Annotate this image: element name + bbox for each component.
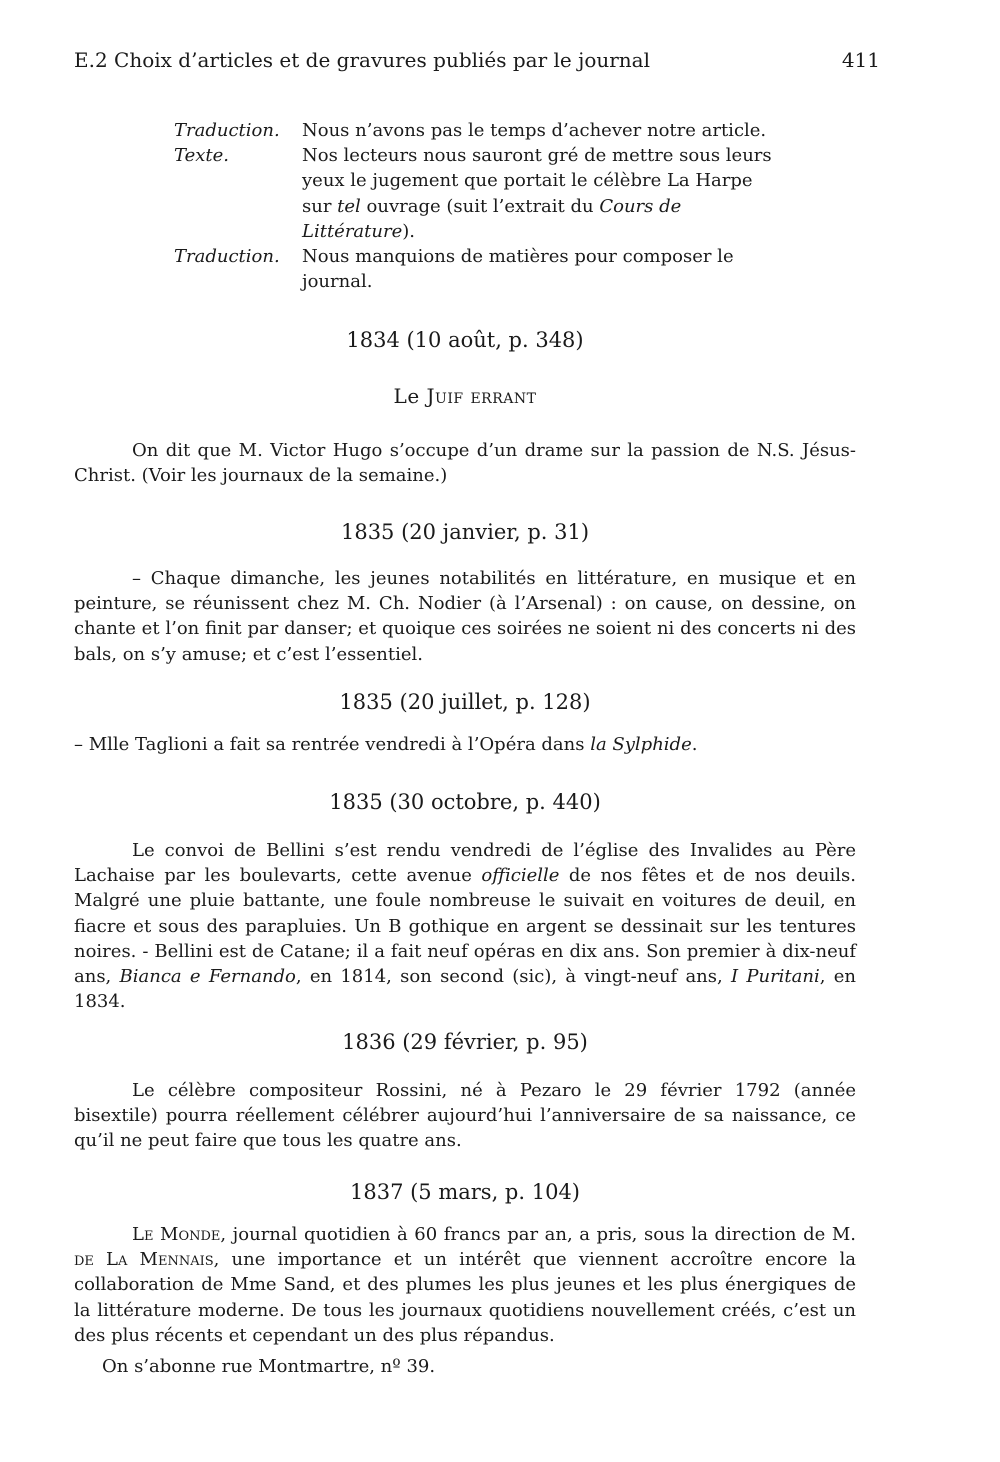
section-date-1837: 1837 (5 mars, p. 104): [349, 1180, 580, 1204]
paragraph-bellini: Le convoi de Bellini s’est rendu vendredi de l’église des Invalides au Père Lachaise par les boulevarts, cette avenue officielle de nos fêtes et de nos deuils. Malgré une pluie battante, une foule nombreuse le suivait en voitures de deuil, en fiacre et sous des parapluies. Un B gothique en argent se dessinait sur les tentures noires. - Bellini est de Catane; il a fait neuf opéras en dix ans. Son premier à dix-neuf ans, Bianca e Fernando, en 1814, son second (sic), à vingt-neuf ans, I Puritani, en 1834.: [74, 840, 856, 1013]
row-text: Nos lecteurs nous sauront gré de mettre sous leurs yeux le jugement que portait le célèbre La Harpe sur tel ouvrage (suit l’extrait du Cours de Littérature).: [302, 145, 772, 242]
running-header: [74, 46, 880, 74]
row-label: Texte.: [174, 145, 230, 167]
paragraph-abonnement: On s’abonne rue Montmartre, nº 39.: [102, 1356, 436, 1377]
row-label: Traduction.: [174, 246, 280, 268]
row-text: Nous n’avons pas le temps d’achever notre article.: [302, 120, 767, 141]
paragraph-nodier: – Chaque dimanche, les jeunes notabilités en littérature, en musique et en peinture, se réunissent chez M. Ch. Nodier (à l’Arsenal) : on cause, on dessine, on chante et l’on finit par danser; et quoique ces soirées ne soient ni des concerts ni des bals, on s’y amuse; et c’est l’essentiel.: [74, 568, 856, 665]
translation-row: [174, 118, 774, 143]
section-date-1835-octobre: 1835 (30 octobre, p. 440): [329, 790, 601, 814]
row-label: Traduction.: [174, 120, 280, 141]
row-text: Nous manquions de matières pour composer le journal.: [302, 246, 734, 293]
section-date-1836: 1836 (29 février, p. 95): [342, 1030, 588, 1054]
translation-row: [174, 244, 774, 294]
page-number: 411: [841, 48, 880, 72]
paragraph-le-monde: Le Monde, journal quotidien à 60 francs par an, a pris, sous la direction de M. de La Mennais, une importance et un intérêt que viennent accroître encore la collaboration de Mme Sand, et des plumes les plus jeunes et les plus énergiques de la littérature moderne. De tous les journaux quotidiens nouvellement créés, c’est un des plus récents et cependant un des plus répandus.: [74, 1224, 856, 1346]
header-section-title: E.2 Choix d’articles et de gravures publiés par le journal: [74, 48, 650, 72]
section-date-1834: 1834 (10 août, p. 348): [346, 328, 584, 352]
translation-row: [174, 143, 774, 244]
paragraph-taglioni: – Mlle Taglioni a fait sa rentrée vendredi à l’Opéra dans la Sylphide.: [74, 734, 698, 755]
section-date-1835-juillet: 1835 (20 juillet, p. 128): [339, 690, 591, 714]
translation-table: [174, 118, 774, 294]
section-title-juif-errant: Le Juif errant: [393, 384, 537, 408]
paragraph-rossini: Le célèbre compositeur Rossini, né à Pezaro le 29 février 1792 (année bisextile) pourra réellement célébrer aujourd’hui l’anniversaire de sa naissance, ce qu’il ne peut faire que tous les quatre ans.: [74, 1080, 856, 1152]
paragraph-hugo: On dit que M. Victor Hugo s’occupe d’un drame sur la passion de N.S. Jésus-Christ. (Voir les journaux de la semaine.): [74, 440, 856, 487]
section-date-1835-janvier: 1835 (20 janvier, p. 31): [340, 520, 590, 544]
